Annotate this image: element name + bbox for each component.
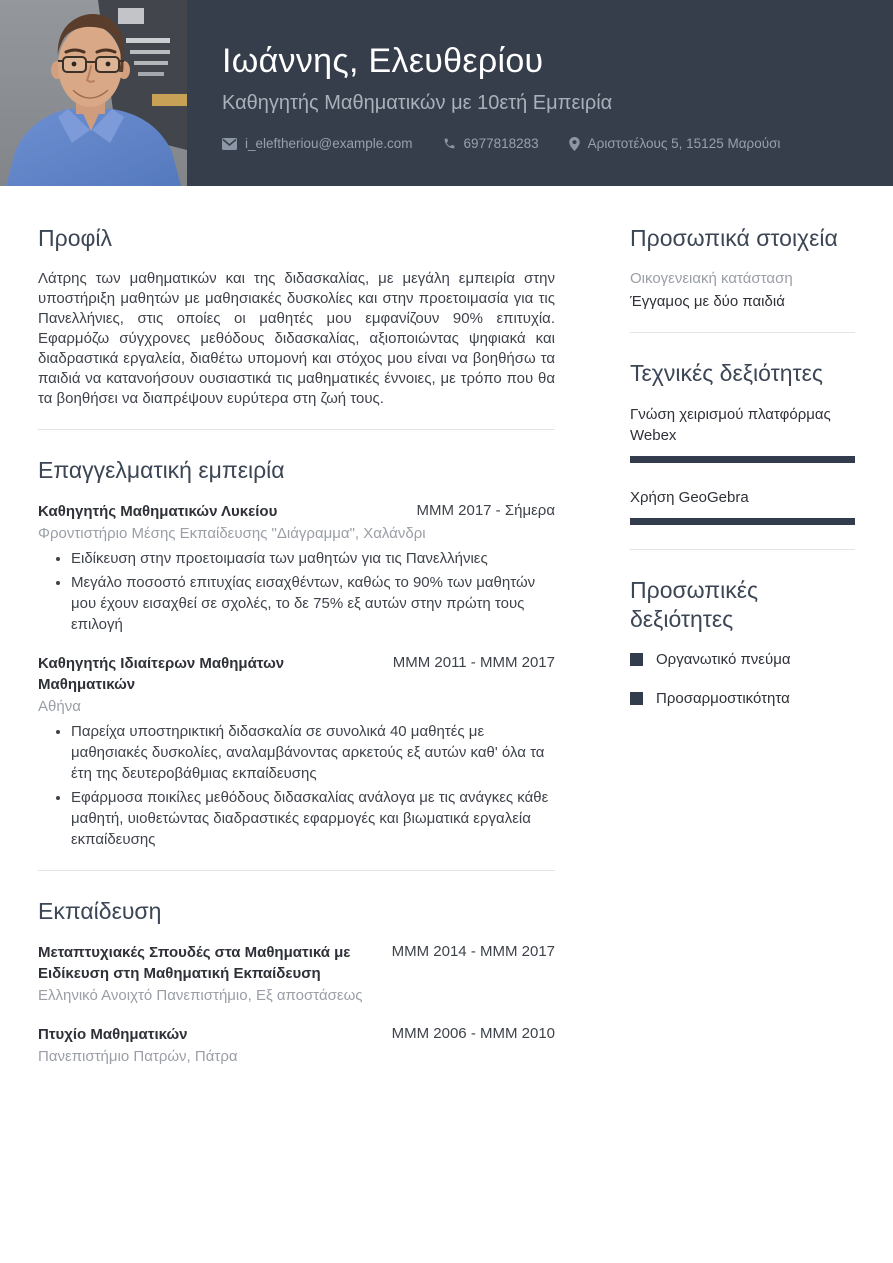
experience-heading: Επαγγελματική εμπειρία [38,457,285,483]
detail-value: Έγγαμος με δύο παιδιά [630,293,785,310]
header-band [0,0,893,186]
technical-skills-section [630,359,855,525]
header-info [187,0,893,186]
education-heading: Εκπαίδευση [38,898,162,924]
degree-title: Μεταπτυχιακές Σπουδές στα Μαθηματικά με Ειδίκευση στη Μαθηματική Εκπαίδευση [38,944,351,982]
personal-skill-label: Προσαρμοστικότητα [656,690,790,707]
contact-email-text: i_eleftheriou@example.com [245,136,413,151]
job-bullet: • Ειδίκευση στην προετοιμασία των μαθητών για τις Πανελλήνιες [71,548,555,569]
sidebar [630,224,855,1085]
personal-skill-item [630,689,855,708]
phone-icon [443,137,456,150]
left-column [38,224,555,1085]
entry-head [38,501,555,522]
personal-skills-section [630,576,855,708]
personal-skill-label: Οργανωτικό πνεύμα [656,651,791,668]
job-title: Καθηγητής Μαθηματικών Λυκείου [38,503,278,520]
degree-title: Πτυχίο Μαθηματικών [38,1026,188,1043]
profile-photo [0,0,187,186]
candidate-job-title: Καθηγητής Μαθηματικών με 10ετή Εμπειρία [222,92,613,114]
contact-row [222,136,893,151]
main-content [0,186,893,1085]
job-organization: Φροντιστήριο Μέσης Εκπαίδευσης "Διάγραμμα", Χαλάνδρι [38,525,426,542]
education-entry [38,942,555,1006]
profile-heading: Προφίλ [38,225,113,251]
degree-dates: MMM 2006 - MMM 2010 [391,1025,555,1042]
entry-head [38,942,555,984]
education-section [38,897,555,1067]
job-bullet: • Εφάρμοσα ποικίλες μεθόδους διδασκαλίας ανάλογα με τις ανάγκες κάθε μαθητή, υιοθετώντας διαδραστικές εφαρμογές και βιωματικά εργαλεία εκπαίδευσης [71,787,555,850]
skill-name: Χρήση GeoGebra [630,489,749,506]
contact-address-text: Αριστοτέλους 5, 15125 Μαρούσι [587,136,781,151]
contact-phone-text: 6977818283 [463,136,539,151]
sidebar-divider [630,549,855,550]
personal-details-heading: Προσωπικά στοιχεία [630,225,838,251]
square-bullet-icon [630,692,643,705]
technical-skills-heading: Τεχνικές δεξιότητες [630,360,823,386]
skill-bar [630,518,855,525]
candidate-name: Ιωάννης, Ελευθερίου [222,42,544,80]
personal-details-section [630,224,855,312]
section-divider [38,429,555,430]
experience-section [38,456,555,850]
square-bullet-icon [630,653,643,666]
degree-institution: Ελληνικό Ανοιχτό Πανεπιστήμιο, Εξ αποστάσεως [38,987,363,1004]
job-dates: MMM 2011 - MMM 2017 [392,654,555,671]
detail-label: Οικογενειακή κατάσταση [630,270,793,287]
skill-item [630,404,855,463]
skill-bar-fill [630,456,855,463]
education-entry [38,1024,555,1067]
job-title: Καθηγητής Ιδιαίτερων Μαθημάτων Μαθηματικών [38,655,285,693]
entry-head [38,1024,555,1045]
section-divider [38,870,555,871]
personal-skills-heading: Προσωπικές δεξιότητες [630,577,759,632]
contact-phone [443,136,539,151]
sidebar-divider [630,332,855,333]
skill-bar-fill [630,518,855,525]
profile-section [38,224,555,409]
personal-skill-item [630,650,855,669]
degree-institution: Πανεπιστήμιο Πατρών, Πάτρα [38,1048,238,1065]
job-bullet: • Παρείχα υποστηρικτική διδασκαλία σε συνολικά 40 μαθητές με μαθησιακές δυσκολίες, αναλαμβάνοντας αρκετούς εξ αυτών καθ' όλα τα έτη της δευτεροβάθμιας εκπαίδευσης [71,721,555,784]
contact-address [569,136,781,151]
degree-dates: MMM 2014 - MMM 2017 [391,943,555,960]
personal-detail-item [630,269,855,312]
skill-item [630,487,855,525]
job-dates: MMM 2017 - Σήμερα [416,502,555,519]
job-organization: Αθήνα [38,698,81,715]
job-bullet: • Μεγάλο ποσοστό επιτυχίας εισαχθέντων, καθώς το 90% των μαθητών μου έχουν εισαχθεί σε σχολές, το δε 75% εξ αυτών στην πρώτη τους επιλογή [71,572,555,635]
entry-head [38,653,555,695]
job-bullet-list [38,721,555,850]
skill-name: Γνώση χειρισμού πλατφόρμας Webex [630,406,831,444]
experience-entry [38,501,555,635]
job-bullet-list [38,548,555,635]
location-pin-icon [569,137,580,151]
contact-email [222,136,413,151]
experience-entry [38,653,555,850]
skill-bar [630,456,855,463]
profile-text: Λάτρης των μαθηματικών και της διδασκαλίας, με μεγάλη εμπειρία στην υποστήριξη μαθητών με μαθησιακές δυσκολίες και στην προετοιμασία για τις Πανελλήνιες, στις οποίες οι μαθητές μου εμφανίζουν 90% επιτυχία. Εφαρμόζω σύγχρονες μεθόδους διδασκαλίας, αξιοποιώντας ψηφιακά και διαδραστικά εργαλεία, διαθέτω υπομονή και στόχος μου είναι να βοηθήσω τα παιδιά να κατανοήσουν ουσιαστικά τις μαθηματικές έννοιες, με τρόπο που θα τα βοηθήσει να διαπρέψουν ευρύτερα στη ζωή τους. [38,270,555,407]
portrait-illustration [0,0,187,186]
email-icon [222,138,237,150]
